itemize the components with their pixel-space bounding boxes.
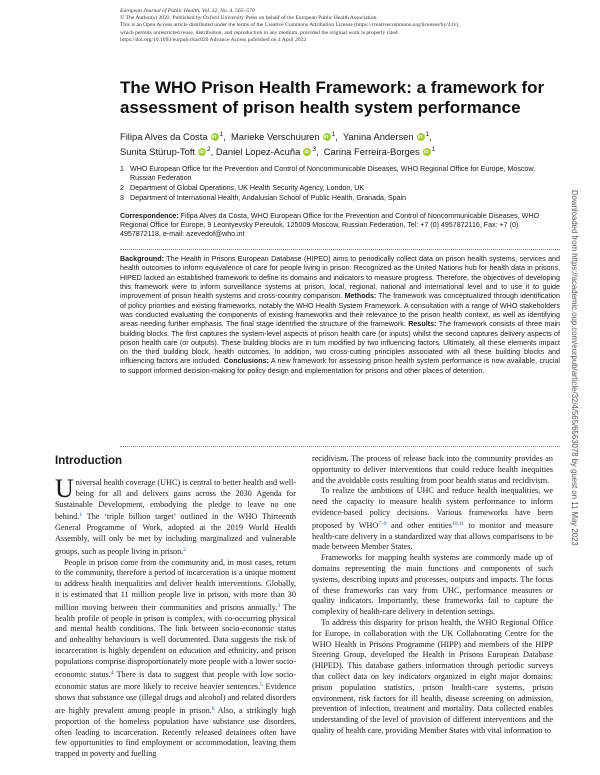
paragraph-text: To address this disparity for prison health, the WHO Regional Office for Europe, in collaboration with the UK Collaborating Centre for the WHO Health in Prisons Programme (HIPP) and members of the HIPP Steering Group, developed the Health in Prisons European Database (HIPED). This database gathers information through periodic surveys that collect data on key indicators organized in eight major domains: prison population statistics, prison health-care systems, prison environment, risk factors for ill health, disease screening on admission, prevention of infection, treatment and mortality. Data collected enables understanding of the level of provision of different interventions and the quality of health care, providing Member States with vital information to bbox=[312, 617, 553, 735]
author-affiliation-ref: 1 bbox=[331, 131, 336, 138]
reference-link[interactable]: 4 bbox=[110, 669, 114, 676]
paragraph-text: There is data to suggest that people with low socio-economic status are more likely to receive heavier sentences. bbox=[55, 669, 296, 692]
paragraph-text: The ‘triple billion target’ outlined in the WHO Thirteenth General Programme of Work, adopted at the 2019 World Health Assembly, will only be met by including marginalized and vulnerable groups, such as people living in prison. bbox=[55, 512, 296, 556]
reference-link[interactable]: 3 bbox=[277, 602, 281, 609]
paragraph-text: Frameworks for mapping health systems are commonly made up of domains representing the main functions and components of such systems, describing inputs and processes, outputs and impacts. The focus of these frameworks can vary from UHC, performance measures or quality indicators. Importantly, these frameworks fail to capture the complexity of health-care delivery in detention settings. bbox=[312, 553, 553, 617]
author-name: Daniel Lopez-Acuña bbox=[215, 146, 301, 157]
orcid-icon[interactable] bbox=[198, 148, 206, 156]
journal-citation: European Journal of Public Health, Vol. 32, No. 4, 565–570 bbox=[120, 8, 255, 14]
abstract-background: The Health in Prisons European Database (HIPED) aims to periodically collect data on prison health systems, services and health outcomes to inform equivalence of care for people living in prison. Recognized as the United Nations hub for health data in prisons, HIPED lacked an established framework to define its domains and indicators to measure progress. Therefore, the objectives of developing this framework were to inform surveillance systems at prison, local, regional, national and international level and to use it to guide improvement of prison health systems and cross-country comparison. bbox=[120, 255, 560, 301]
paragraph-text: The health profile of people in prison is complex, with co-occurring physical and mental health conditions. The link between socio-economic status and unhealthy behaviours is well documented. Data suggests the risk of incarceration is highly dependent on education and ethnicity, and prison populations comprise disproportionately more people with a lower socio-economic status. bbox=[55, 602, 296, 679]
reference-link[interactable]: 6 bbox=[211, 705, 215, 712]
author-4[interactable]: Sunita Stürup-ToftiD $^2$, bbox=[120, 146, 213, 157]
correspondence-text: Filipa Alves da Costa, WHO European Office for the Prevention and Control of Noncommunicable Diseases, WHO Regional Office for Europe, 9 Leontyevsky Pereulok, 125009 Moscow, Russian Federation, Tel: +7 (0) 4957872116, Fax: +7 (0) 4957872118, e-mail: azevedof@who.int bbox=[120, 212, 539, 239]
affiliations bbox=[120, 165, 560, 203]
paragraph bbox=[312, 486, 553, 553]
license-line-1: This is an Open Access article distributed under the terms of the Creative Commons Attribution License (https://creativecommons.org/licenses/by/4.0/), bbox=[120, 22, 460, 29]
author-affiliation-ref: 2 bbox=[207, 146, 211, 153]
section-heading-introduction: Introduction bbox=[55, 455, 123, 467]
paragraph-text: To realize the ambitions of UHC and reduce health inequalities, we need the capacity to measure health system performance to inform evidence-based policy decisions. Various frameworks have been proposed by WHO bbox=[312, 486, 553, 530]
article-title: The WHO Prison Health Framework: a framework for assessment of prison health system performance bbox=[120, 78, 545, 117]
affiliation-item bbox=[120, 194, 560, 203]
orcid-icon[interactable] bbox=[417, 133, 425, 141]
author-affiliation-ref: 1 bbox=[219, 131, 224, 138]
body-column-right bbox=[312, 454, 553, 737]
paragraph-text: People in prison come from the community and, in most cases, return to the community, therefore a period of incarceration is a unique moment to address health inequalities and deliver health interventions. Globally, it is estimated that 11 million people live in prison, with more than 30 million moving between their communities and prisons annually. bbox=[55, 557, 296, 612]
copyright-line: © The Author(s) 2022. Published by Oxford University Press on behalf of the European Public Health Association. bbox=[120, 15, 378, 22]
paragraph-text: niversal health coverage (UHC) is central to better health and well-being for all and delivers gains across the 2030 Agenda for Sustainable Development, embodying the pledge to leave no one behind. bbox=[55, 478, 296, 522]
abstract-methods-label: Methods: bbox=[344, 292, 377, 301]
license-line-2: which permits unrestricted reuse, distribution, and reproduction in any medium, provided the original work is properly cited. bbox=[120, 29, 399, 36]
correspondence-label: Correspondence: bbox=[120, 212, 179, 220]
author-name: Sunita Stürup-Toft bbox=[120, 146, 196, 157]
abstract-conclusions-label: Conclusions: bbox=[223, 357, 269, 366]
correspondence bbox=[120, 212, 560, 240]
download-note: Downloaded from https://academic.oup.com/eurpub/article/32/4/565/6563078 by guest on 11 May 2023 bbox=[570, 190, 579, 546]
paragraph bbox=[312, 553, 553, 618]
orcid-icon[interactable] bbox=[323, 133, 331, 141]
affiliation-item bbox=[120, 184, 560, 193]
affiliation-item bbox=[120, 165, 560, 183]
abstract-results: The framework consists of three main building blocks. The first captures the system-level aspects of prison health care (or inputs) whilst the second captures delivery aspects of prison health care (or outputs). These building blocks are in turn modified by two influencing factors. Ultimately, all these elements impact on the third building block, health outcomes. In addition, two cross-cutting principles associated with all these building blocks and influencing factors are included. bbox=[120, 320, 561, 366]
author-name: Carina Ferreira-Borges bbox=[323, 146, 420, 157]
body-column-left bbox=[55, 474, 297, 760]
author-2[interactable]: Marieke VerschuureniD $^1$, bbox=[231, 131, 343, 142]
paragraph bbox=[312, 454, 553, 486]
affiliation-number: 3 bbox=[120, 193, 124, 202]
abstract-background-label: Background: bbox=[120, 255, 165, 263]
author-name: Filipa Alves da Costa bbox=[120, 131, 208, 142]
orcid-icon[interactable] bbox=[423, 148, 431, 156]
orcid-icon[interactable] bbox=[303, 148, 311, 156]
abstract-top-divider bbox=[120, 249, 560, 250]
paragraph bbox=[55, 558, 296, 760]
reference-link[interactable]: 10,11 bbox=[451, 520, 465, 527]
reference-link[interactable]: 1 bbox=[79, 512, 83, 519]
abstract-methods: The framework was conceptualized through identification of policy priorities and existing frameworks, notably the WHO Health System Framework. A consultation with a range of WHO stakeholders was conducted evaluating the components of existing frameworks and their relevance to the prison health context, as well as identifying areas needing further emphasis. The final stage identified the structure of the framework. bbox=[120, 292, 560, 329]
reference-link[interactable]: 7–9 bbox=[378, 520, 387, 527]
affiliation-text: WHO European Office for the Prevention and Control of Noncommunicable Diseases, WHO Regional Office for Europe, Moscow, Russian Federation bbox=[130, 165, 536, 183]
author-affiliation-ref: 1 bbox=[431, 146, 436, 153]
orcid-icon[interactable] bbox=[211, 133, 219, 141]
paragraph bbox=[55, 474, 296, 558]
affiliation-number: 1 bbox=[120, 165, 124, 173]
abstract-bottom-divider bbox=[120, 446, 560, 447]
author-list bbox=[120, 128, 560, 158]
journal-header bbox=[120, 8, 550, 44]
author-6[interactable] bbox=[324, 146, 436, 157]
author-5[interactable]: Daniel Lopez-AcuñaiD $^3$, bbox=[216, 146, 324, 157]
download-watermark bbox=[568, 190, 582, 580]
author-affiliation-ref: 3 bbox=[312, 146, 316, 153]
abstract-conclusions: A new framework for assessing prison health system performance is now available, crucial to support informed decision-making for policy design and implementation for prisons and other places of detention. bbox=[120, 357, 561, 375]
author-affiliation-ref: 1 bbox=[425, 131, 430, 138]
paragraph-text: and other entities bbox=[386, 520, 452, 530]
author-name: Yanina Andersen bbox=[342, 131, 414, 142]
paragraph-text: recidivism. The process of release back into the community provides an opportunity to deliver interventions that could reduce health inequities and the avoidable costs resulting from poor health status and recidivism. bbox=[312, 454, 553, 485]
paragraph-text: to monitor and measure health-care delivery in a standardized way that allows comparisons to be made between Member States. bbox=[312, 520, 554, 552]
drop-cap: U bbox=[55, 474, 74, 503]
abstract bbox=[120, 255, 560, 376]
author-1[interactable]: Filipa Alves da CostaiD $^1$, bbox=[120, 131, 231, 142]
affiliation-text: Department of International Health, Andalusian School of Public Health, Granada, Spain bbox=[130, 193, 407, 202]
paragraph bbox=[312, 618, 553, 737]
doi-line[interactable]: https://doi.org/10.1093/eurpub/ckac020 Advance Access published on 4 April 2022 bbox=[120, 36, 307, 43]
affiliation-text: Department of Global Operations, UK Health Security Agency, London, UK bbox=[130, 183, 365, 192]
author-name: Marieke Verschuuren bbox=[231, 131, 320, 142]
paragraph-text: Also, a strikingly high proportion of the homeless population have substance use disorders, often leading to incarceration. Recently released detainees often have few opportunities to find employment or accommodation, leaving them trapped in poverty and fuelling bbox=[55, 705, 297, 759]
abstract-results-label: Results: bbox=[408, 320, 437, 329]
reference-link[interactable]: 2 bbox=[183, 546, 187, 553]
paragraph-text: Evidence shows that substance use (illegal drugs and alcohol) and related disorders are highly prevalent among people in prison. bbox=[55, 682, 296, 715]
affiliation-number: 2 bbox=[120, 183, 124, 192]
reference-link[interactable]: 5 bbox=[260, 682, 263, 689]
author-3[interactable]: Yanina AnderseniD $^1$, bbox=[343, 131, 432, 142]
